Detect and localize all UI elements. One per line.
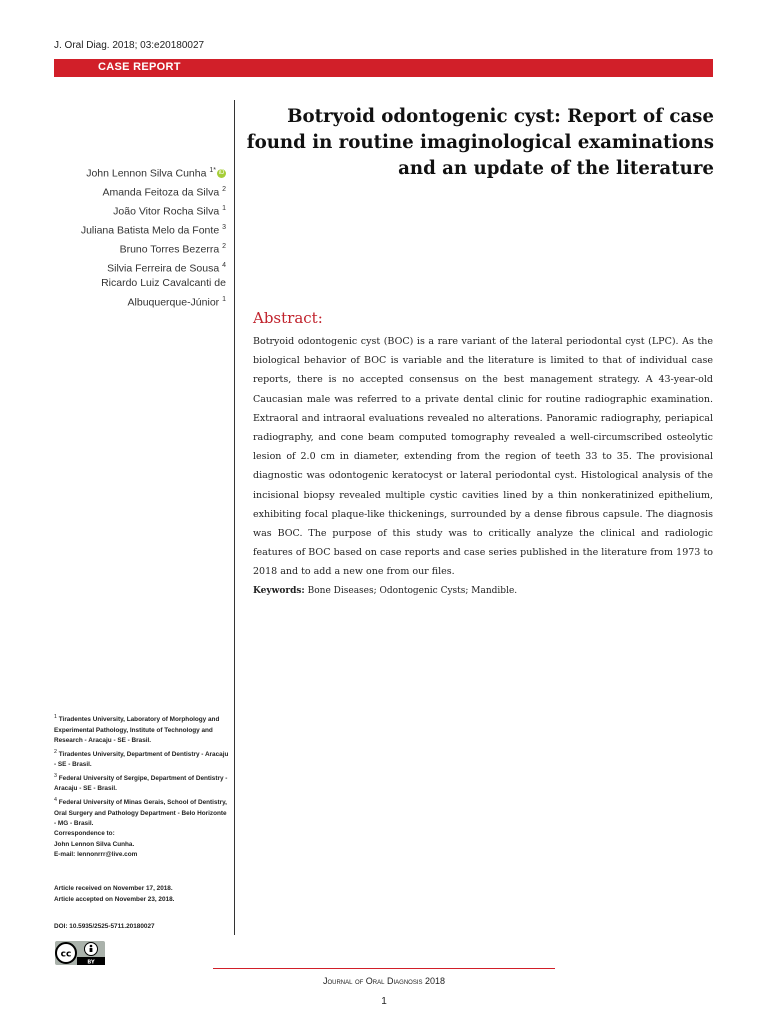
affiliation: $^1$ Tiradentes University, Laboratory of Morphology and Experimental Pathology, Institute of Technology and Research - Aracaju - SE - Brasil. xyxy=(54,714,220,745)
correspondence-email[interactable]: E-mail: lennonrrr@live.com xyxy=(54,851,138,858)
journal-reference: J. Oral Diag. 2018; 03:e20180027 xyxy=(54,40,205,51)
author: Bruno Torres Bezerra $^2$ xyxy=(119,242,226,256)
correspondence xyxy=(54,829,230,861)
author: Juliana Batista Melo da Fonte $^3$ xyxy=(80,223,226,237)
accepted-date: Article accepted on November 23, 2018. xyxy=(54,895,175,903)
article-dates xyxy=(54,884,230,905)
correspondence-label: Correspondence to: xyxy=(54,830,115,837)
article-title: Botryoid odontogenic cyst: Report of case found in routine imaginological examinations and an update of the literature xyxy=(246,106,714,179)
doi-link[interactable]: DOI: 10.5935/2525-5711.20180027 xyxy=(54,923,155,930)
author-list xyxy=(40,163,226,311)
svg-text:cc: cc xyxy=(60,949,72,960)
cc-by-icon[interactable] xyxy=(55,941,105,965)
affiliation: $^3$ Federal University of Sergipe, Department of Dentistry - Aracaju - SE - Brasil. xyxy=(54,772,228,793)
keywords-label: Keywords: xyxy=(253,586,305,596)
svg-text:BY: BY xyxy=(87,959,95,965)
author: Amanda Feitoza da Silva $^2$ xyxy=(102,185,226,199)
correspondence-name: John Lennon Silva Cunha. xyxy=(54,840,135,848)
abstract-heading: Abstract: xyxy=(253,309,323,327)
author: Ricardo Luiz Cavalcanti de xyxy=(101,277,226,290)
author: Albuquerque-Júnior $^1$ xyxy=(127,295,226,309)
author: João Vitor Rocha Silva $^1$ xyxy=(113,204,226,218)
column-divider xyxy=(234,100,235,935)
footer-rule xyxy=(213,968,555,969)
affiliation: $^4$ Federal University of Minas Gerais, School of Dentistry, Oral Surgery and Pathology Department - Belo Horizonte - MG - Brasil. xyxy=(54,796,227,827)
received-date: Article received on November 17, 2018. xyxy=(54,885,173,892)
author: Silvia Ferreira de Sousa $^4$ xyxy=(107,261,226,275)
author: John Lennon Silva Cunha $^{1*}$ iD xyxy=(86,167,225,180)
orcid-icon[interactable]: iD xyxy=(218,170,225,177)
keywords-value: Bone Diseases; Odontogenic Cysts; Mandible. xyxy=(307,586,518,596)
abstract-text: Botryoid odontogenic cyst (BOC) is a rare variant of the lateral periodontal cyst (LPC). As the biological behavior of BOC is variable and the literature is limited to that of individual case reports, there is no accepted consensus on the best management strategy. A 43-year-old Caucasian male was referred to a private dental clinic for routine radiographic examination. Extraoral and intraoral evaluations revealed no alterations. Panoramic radiography, periapical radiography, and cone beam computed tomography revealed a well-circumscribed osteolytic lesion of 2.0 cm in diameter, extending from the region of teeth 33 to 35. The provisional diagnostic was odontogenic keratocyst or lateral periodontal cyst. Histological analysis of the incisional biopsy revealed multiple cystic cavities lined by a thin nonkeratinized epithelium, exhibiting focal plaque-like thickenings, surrounded by a dense fibrous capsule. The diagnosis was BOC. The purpose of this study was to critically analyze the clinical and radiologic features of BOC based on case reports and case series published in the literature from 1973 to 2018 and to add a new one from our files. xyxy=(253,336,713,578)
page-number: 1 xyxy=(381,996,387,1007)
keywords xyxy=(253,586,713,596)
section-label: CASE REPORT xyxy=(98,61,181,73)
footer-journal: Journal of Oral Diagnosis 2018 xyxy=(322,976,446,986)
affiliations xyxy=(54,712,230,830)
affiliation: $^2$ Tiradentes University, Department of Dentistry - Aracaju - SE - Brasil. xyxy=(54,748,229,769)
section-banner xyxy=(54,59,713,77)
